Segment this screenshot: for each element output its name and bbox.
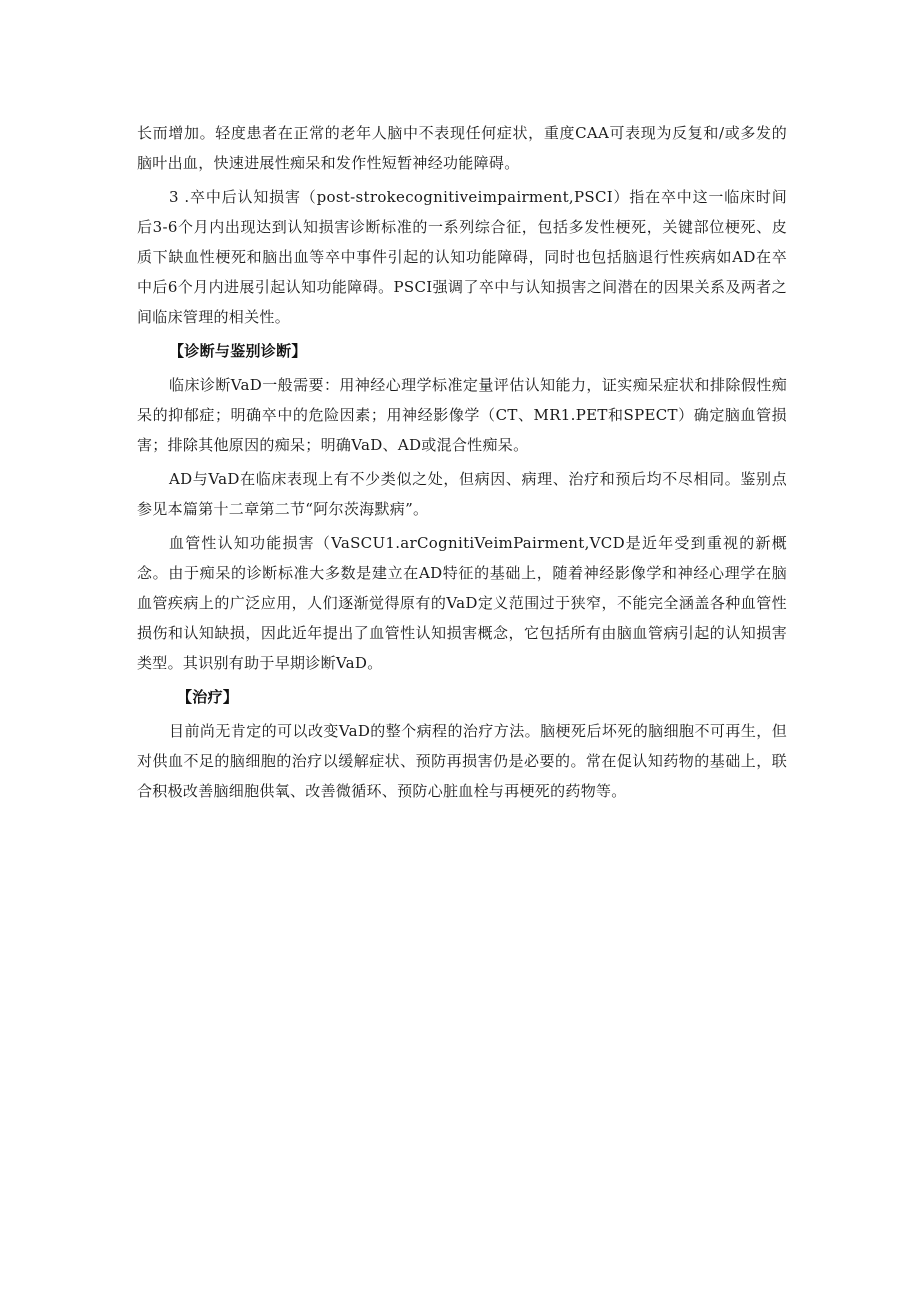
paragraph-psci: 3 .卒中后认知损害（post-strokecognitiveimpairment,PSCI）指在卒中这一临床时间后3-6个月内出现达到认知损害诊断标准的一系列综合征，包括多发性梗死，关键部位梗死、皮质下缺血性梗死和脑出血等卒中事件引起的认知功能障碍，同时也包括脑退行性疾病如AD在卒中后6个月内进展引起认知功能障碍。PSCI强调了卒中与认知损害之间潜在的因果关系及两者之间临床管理的相关性。	[137, 188, 787, 326]
paragraph-caa-continuation: 长而增加。轻度患者在正常的老年人脑中不表现任何症状，重度CAA可表现为反复和/或多发的脑叶出血，快速进展性痴呆和发作性短暂神经功能障碍。	[137, 124, 787, 172]
paragraph-treatment: 目前尚无肯定的可以改变VaD的整个病程的治疗方法。脑梗死后坏死的脑细胞不可再生，但对供血不足的脑细胞的治疗以缓解症状、预防再损害仍是必要的。常在促认知药物的基础上，联合积极改善脑细胞供氧、改善微循环、预防心脏血栓与再梗死的药物等。	[137, 722, 787, 800]
paragraph-ad-vad-comparison: AD与VaD在临床表现上有不少类似之处，但病因、病理、治疗和预后均不尽相同。鉴别点参见本篇第十二章第二节“阿尔茨海默病”。	[137, 470, 787, 518]
section-heading-diagnosis: 【诊断与鉴别诊断】	[169, 342, 307, 360]
paragraph-clinical-diagnosis: 临床诊断VaD一般需要：用神经心理学标准定量评估认知能力，证实痴呆症状和排除假性痴呆的抑郁症；明确卒中的危险因素；用神经影像学（CT、MR1.PET和SPECT）确定脑血管损害；排除其他原因的痴呆；明确VaD、AD或混合性痴呆。	[137, 376, 787, 454]
paragraph-vci: 血管性认知功能损害（VaSCU1.arCognitiVeimPairment,VCD是近年受到重视的新概念。由于痴呆的诊断标准大多数是建立在AD特征的基础上，随着神经影像学和神经心理学在脑血管疾病上的广泛应用，人们逐渐觉得原有的VaD定义范围过于狭窄，不能完全涵盖各种血管性损伤和认知缺损，因此近年提出了血管性认知损害概念，它包括所有由脑血管病引起的认知损害类型。其识别有助于早期诊断VaD。	[137, 534, 787, 672]
section-heading-treatment: 【治疗】	[177, 688, 239, 706]
document-body	[137, 118, 787, 810]
